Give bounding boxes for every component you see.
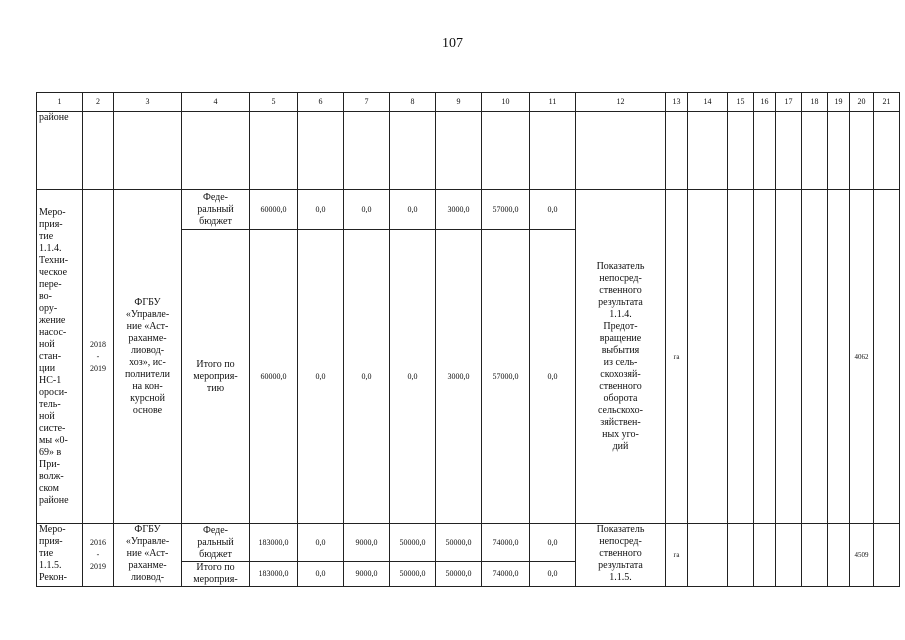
value-cell: 0,0	[344, 190, 390, 230]
header-cell: 18	[802, 93, 828, 112]
header-cell: 7	[344, 93, 390, 112]
funding-source: Феде- ральный бюджет	[182, 190, 250, 230]
executor-cell: ФГБУ «Управле- ние «Аст- раханме- лиовод- хоз», ис- полнители на кон- курсной основе	[114, 190, 182, 524]
header-cell: 3	[114, 93, 182, 112]
value-cell: 183000,0	[250, 524, 298, 562]
header-cell: 4	[182, 93, 250, 112]
empty-cell	[802, 190, 828, 524]
header-row	[37, 93, 900, 112]
empty-cell	[754, 524, 776, 587]
header-cell: 20	[850, 93, 874, 112]
page-number: 107	[442, 36, 463, 51]
header-cell: 14	[688, 93, 728, 112]
value-cell: 0,0	[530, 190, 576, 230]
value-cell: 0,0	[390, 190, 436, 230]
value-cell: 9000,0	[344, 562, 390, 587]
empty-cell	[802, 524, 828, 587]
empty-cell	[688, 190, 728, 524]
empty-cell	[250, 112, 298, 190]
unit-cell: га	[666, 524, 688, 587]
table-row	[37, 112, 900, 190]
value-cell: 50000,0	[436, 562, 482, 587]
empty-cell	[576, 112, 666, 190]
value-cell: 50000,0	[390, 562, 436, 587]
empty-cell	[436, 112, 482, 190]
empty-cell	[776, 190, 802, 524]
value-cell: 74000,0	[482, 562, 530, 587]
empty-cell	[828, 190, 850, 524]
empty-cell	[390, 112, 436, 190]
empty-cell	[874, 112, 900, 190]
value-cell: 0,0	[298, 562, 344, 587]
empty-cell	[728, 190, 754, 524]
empty-cell	[874, 190, 900, 524]
measure-name: Меро- прия- тие 1.1.4. Техни- ческое пере- во- ору- жение насос- ной стан- ции НС-1 ороси- тель- ной систе- мы «0- 69» в При- волж- ском районе	[37, 190, 83, 524]
value-cell: 0,0	[298, 190, 344, 230]
table-row	[37, 524, 900, 562]
empty-cell	[754, 112, 776, 190]
empty-cell	[182, 112, 250, 190]
empty-cell	[728, 112, 754, 190]
measure-name: районе	[37, 112, 83, 190]
value-cell: 50000,0	[390, 524, 436, 562]
indicator-cell: Показатель непосред- ственного результата 1.1.5.	[576, 524, 666, 587]
empty-cell	[688, 524, 728, 587]
value-cell: 0,0	[298, 524, 344, 562]
header-cell: 12	[576, 93, 666, 112]
budget-table	[36, 92, 900, 587]
value-cell: 0,0	[344, 230, 390, 524]
indicator-cell: Показатель непосред- ственного результата 1.1.4. Предот- вращение выбытия из сель- скохозяй- ственного оборота сельскохо- зяйствен- ных уго- дий	[576, 190, 666, 524]
value-cell: 0,0	[530, 562, 576, 587]
years-cell: 2018 - 2019	[83, 190, 114, 524]
header-cell: 5	[250, 93, 298, 112]
empty-cell	[828, 112, 850, 190]
funding-source: Итого по мероприя- тию	[182, 230, 250, 524]
target-value: 4062	[850, 190, 874, 524]
empty-cell	[344, 112, 390, 190]
value-cell: 0,0	[390, 230, 436, 524]
empty-cell	[530, 112, 576, 190]
value-cell: 60000,0	[250, 230, 298, 524]
header-cell: 15	[728, 93, 754, 112]
value-cell: 9000,0	[344, 524, 390, 562]
empty-cell	[298, 112, 344, 190]
empty-cell	[776, 524, 802, 587]
header-cell: 6	[298, 93, 344, 112]
empty-cell	[828, 524, 850, 587]
header-cell: 9	[436, 93, 482, 112]
header-cell: 10	[482, 93, 530, 112]
unit-cell: га	[666, 190, 688, 524]
empty-cell	[850, 112, 874, 190]
years-cell: 2016 - 2019	[83, 524, 114, 587]
value-cell: 74000,0	[482, 524, 530, 562]
header-cell: 19	[828, 93, 850, 112]
empty-cell	[482, 112, 530, 190]
header-cell: 2	[83, 93, 114, 112]
header-cell: 13	[666, 93, 688, 112]
empty-cell	[802, 112, 828, 190]
executor-cell: ФГБУ «Управле- ние «Аст- раханме- лиовод-	[114, 524, 182, 587]
empty-cell	[754, 190, 776, 524]
value-cell: 3000,0	[436, 230, 482, 524]
header-cell: 16	[754, 93, 776, 112]
value-cell: 183000,0	[250, 562, 298, 587]
value-cell: 60000,0	[250, 190, 298, 230]
empty-cell	[874, 524, 900, 587]
value-cell: 57000,0	[482, 190, 530, 230]
header-cell: 1	[37, 93, 83, 112]
empty-cell	[776, 112, 802, 190]
empty-cell	[83, 112, 114, 190]
funding-source: Феде- ральный бюджет	[182, 524, 250, 562]
header-cell: 11	[530, 93, 576, 112]
header-cell: 17	[776, 93, 802, 112]
value-cell: 3000,0	[436, 190, 482, 230]
header-cell: 21	[874, 93, 900, 112]
empty-cell	[114, 112, 182, 190]
value-cell: 50000,0	[436, 524, 482, 562]
value-cell: 0,0	[530, 230, 576, 524]
value-cell: 57000,0	[482, 230, 530, 524]
empty-cell	[688, 112, 728, 190]
measure-name: Меро- прия- тие 1.1.5. Рекон-	[37, 524, 83, 587]
header-cell: 8	[390, 93, 436, 112]
empty-cell	[728, 524, 754, 587]
value-cell: 0,0	[298, 230, 344, 524]
target-value: 4509	[850, 524, 874, 587]
table-row	[37, 190, 900, 230]
empty-cell	[666, 112, 688, 190]
value-cell: 0,0	[530, 524, 576, 562]
funding-source: Итого по мероприя-	[182, 562, 250, 587]
